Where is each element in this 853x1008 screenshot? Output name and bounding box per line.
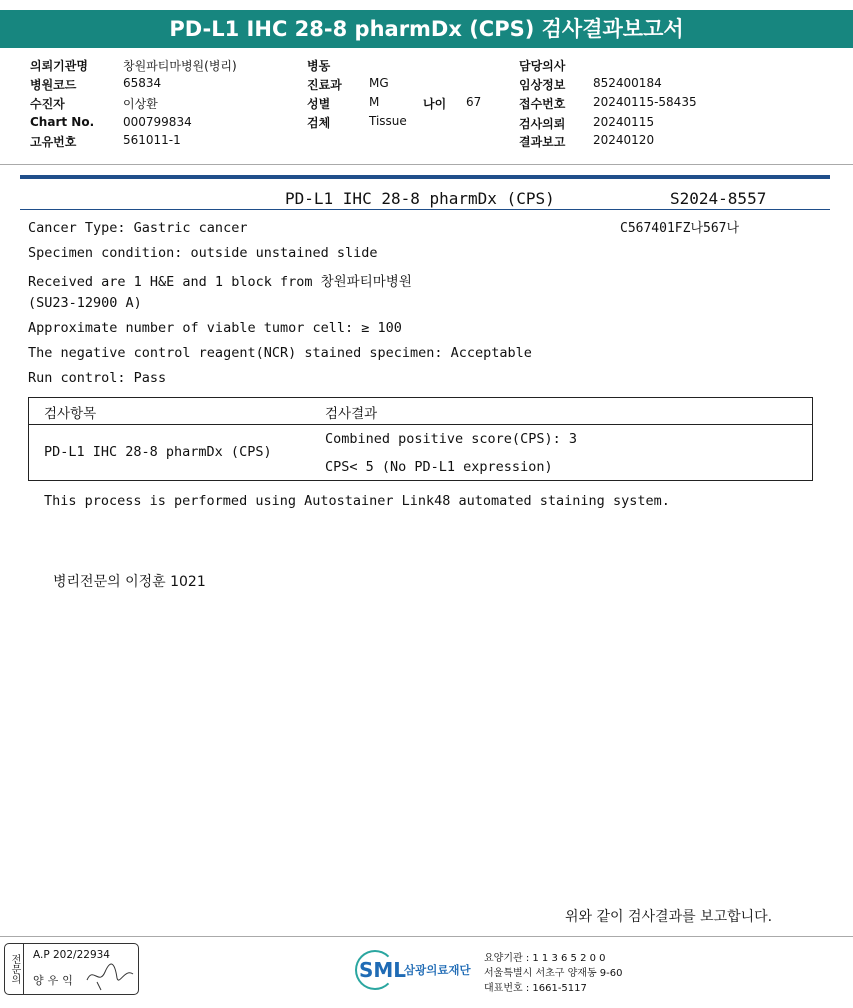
negative-control: The negative control reagent(NCR) stained specimen: Acceptable	[28, 345, 532, 361]
label-chart-no: Chart No.	[30, 115, 95, 129]
logo-text: SML	[359, 958, 407, 982]
value-request-date: 20240115	[593, 115, 655, 129]
value-age: 67	[466, 95, 482, 109]
value-chart-no: 000799834	[123, 115, 192, 129]
label-age: 나이	[423, 97, 447, 111]
value-patient: 이상환	[123, 97, 158, 111]
test-title: PD-L1 IHC 28-8 pharmDx (CPS)	[285, 189, 555, 208]
value-report-date: 20240120	[593, 133, 655, 147]
value-department: MG	[369, 76, 389, 90]
label-request-date: 검사의뢰	[519, 117, 566, 131]
tumor-cell-count: Approximate number of viable tumor cell: ≥ 100	[28, 320, 402, 336]
label-sex: 성별	[307, 97, 331, 111]
footer-address	[484, 951, 623, 996]
divider	[0, 164, 853, 165]
specimen-condition: Specimen condition: outside unstained slide	[28, 245, 378, 261]
label-report-date: 결과보고	[519, 135, 566, 149]
closing-statement: 위와 같이 검사결과를 보고합니다.	[565, 909, 773, 925]
label-patient: 수진자	[30, 97, 65, 111]
value-clinical-info: 852400184	[593, 76, 662, 90]
cps-interpretation: CPS< 5 (No PD-L1 expression)	[325, 459, 553, 475]
label-unique-no: 고유번호	[30, 135, 77, 149]
value-institution: 창원파티마병원(병리)	[123, 59, 237, 73]
value-sex: M	[369, 95, 380, 109]
header-test-item: 검사항목	[44, 406, 97, 422]
phone: 대표번호 : 1661-5117	[484, 983, 587, 994]
value-specimen: Tissue	[369, 114, 407, 128]
result-table	[28, 397, 813, 481]
value-receipt-no: 20240115-58435	[593, 95, 697, 109]
label-department: 진료과	[307, 78, 342, 92]
stamp-side-label: 전문의	[5, 944, 24, 994]
pathologist-stamp	[4, 943, 139, 995]
address: 서울특별시 서초구 양재동 9-60	[484, 968, 623, 979]
label-clinical-info: 임상정보	[519, 78, 566, 92]
label-ward: 병동	[307, 59, 331, 73]
report-rule-top	[20, 175, 830, 179]
sml-logo	[355, 950, 475, 990]
report-code: C567401FZ나567나	[620, 221, 740, 236]
stamp-name: 양우익	[33, 974, 77, 987]
received-note: Received are 1 H&E and 1 block from 창원파티마병원	[28, 274, 412, 290]
footer-divider	[0, 936, 853, 937]
patient-info	[0, 57, 853, 163]
stamp-license: A.P 202/22934	[33, 949, 110, 961]
sample-id: (SU23-12900 A)	[28, 295, 142, 311]
process-note: This process is performed using Autostainer Link48 automated staining system.	[44, 493, 670, 509]
org-name: 삼광의료재단	[404, 963, 471, 977]
label-specimen: 검체	[307, 116, 331, 130]
label-institution: 의뢰기관명	[30, 59, 88, 73]
value-unique-no: 561011-1	[123, 133, 181, 147]
run-control: Run control: Pass	[28, 370, 167, 386]
cancer-type: Cancer Type: Gastric cancer	[28, 220, 248, 236]
label-receipt-no: 접수번호	[519, 97, 566, 111]
value-hospital-code: 65834	[123, 76, 162, 90]
signature-icon	[83, 960, 138, 992]
report-title: PD-L1 IHC 28-8 pharmDx (CPS) 검사결과보고서	[0, 10, 853, 48]
test-item: PD-L1 IHC 28-8 pharmDx (CPS)	[44, 444, 272, 460]
header-test-result: 검사결과	[325, 406, 378, 422]
cps-score: Combined positive score(CPS): 3	[325, 431, 577, 447]
institution-code: 요양기관 : 1 1 3 6 5 2 0 0	[484, 953, 606, 964]
pathologist-signature: 병리전문의 이정훈 1021	[53, 574, 206, 590]
label-hospital-code: 병원코드	[30, 78, 77, 92]
report-rule-bottom	[20, 209, 830, 210]
table-divider	[29, 424, 812, 425]
report-number: S2024-8557	[670, 189, 767, 208]
label-doctor: 담당의사	[519, 59, 566, 73]
